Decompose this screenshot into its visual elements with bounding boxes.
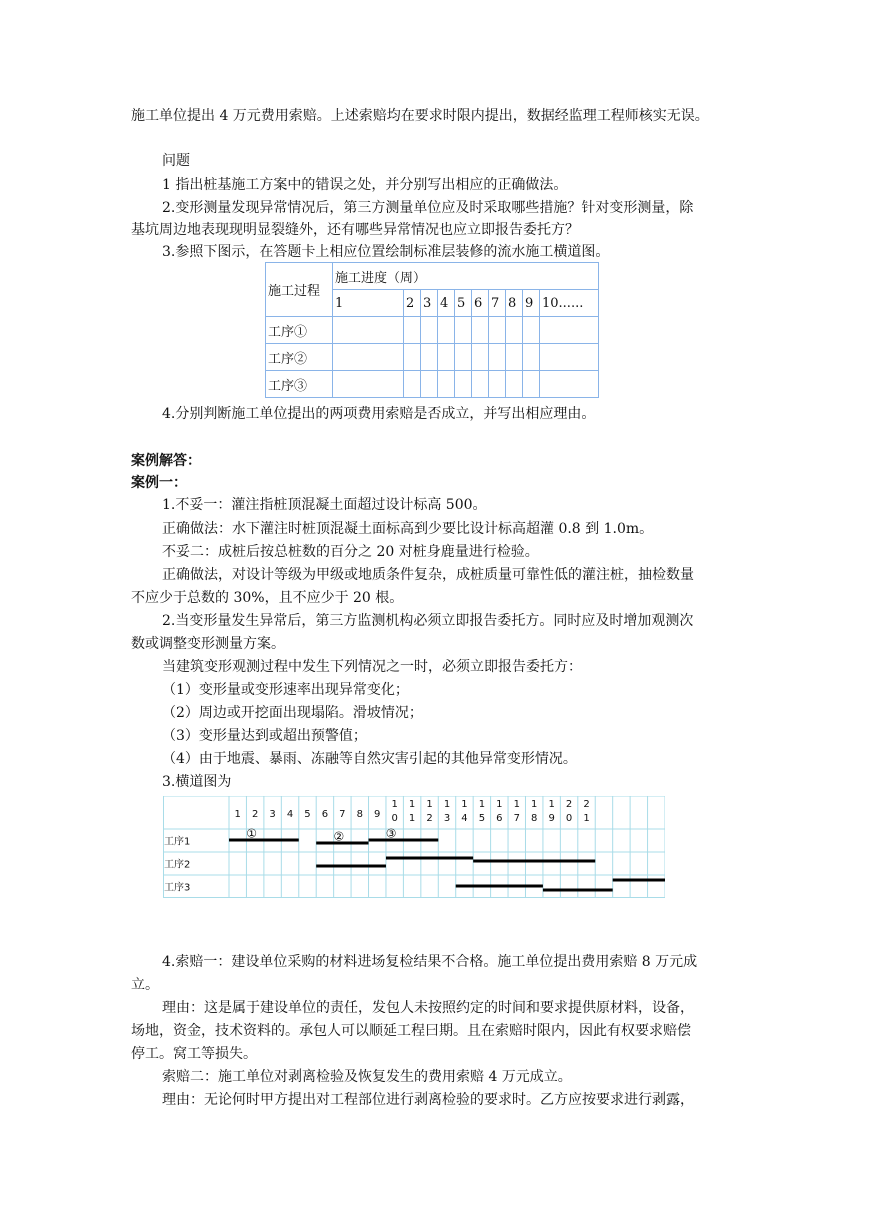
gantt-bar: [613, 879, 665, 882]
row-label: 工序①: [266, 317, 333, 344]
schedule-table: [265, 262, 599, 398]
text-line: 理由：这是属于建设单位的责任，发包人未按照约定的时间和要求提供原材料，设备，: [162, 1000, 694, 1016]
text-line: 正确做法：水下灌注时桩顶混凝土面标高到少要比设计标高超灌 0.8 到 1.0m。: [162, 521, 654, 537]
week-cell: 2: [404, 290, 421, 317]
gantt-bar: [316, 865, 386, 868]
row-label: 工序③: [266, 371, 333, 398]
gantt-bar: [456, 885, 543, 888]
text-line: 当建筑变形观测过程中发生下列情况之一时，必须立即报告委托方：: [162, 659, 582, 675]
week-cell: 8: [506, 290, 523, 317]
week-cell: 6: [472, 290, 489, 317]
x-tick-label: 2 1: [583, 799, 590, 824]
week-cell: 3: [421, 290, 438, 317]
text-line: 问题: [162, 153, 190, 169]
row-label: 工序②: [266, 344, 333, 371]
text-line: 索赔二：施工单位对剥离检验及恢复发生的费用索赔 4 万元成立。: [162, 1069, 572, 1085]
text-line: 理由：无论何时甲方提出对工程部位进行剥离检验的要求时。乙方应按要求进行剥露，: [162, 1092, 694, 1108]
text-line: 4.分别判断施工单位提出的两项费用索赔是否成立，并写出相应理由。: [162, 406, 596, 422]
text-line: 1.不妥一：灌注指桩顶混凝土面超过设计标高 500。: [162, 497, 487, 513]
x-tick-label: 1 8: [531, 799, 538, 824]
text-line: 基坑周边地表现现明显裂缝外，还有哪些异常情况也应立即报告委托方？: [131, 222, 579, 238]
x-tick-label: 4: [286, 809, 294, 820]
x-tick-label: 1 5: [478, 799, 486, 824]
gantt-chart: [163, 796, 665, 898]
gantt-bar: [369, 839, 439, 842]
x-tick-label: 2: [251, 809, 259, 820]
x-tick-label: 1 6: [496, 799, 503, 824]
text-line: （3）变形量达到或超出预警值；: [162, 728, 367, 744]
week-cell: 1: [333, 290, 404, 317]
x-tick-label: 5: [304, 809, 311, 820]
x-tick-label: 1 4: [461, 799, 468, 824]
text-line: 停工。窝工等损失。: [131, 1046, 257, 1062]
process-header: 施工过程: [266, 263, 333, 317]
progress-header: 施工进度（周）: [333, 263, 599, 290]
segment-label: ①: [246, 826, 258, 841]
x-tick-label: 1 9: [548, 799, 555, 824]
text-line: 正确做法，对设计等级为甲级或地质条件复杂，成桩质量可靠性低的灌注桩，抽检数量: [162, 567, 694, 583]
row-label: 工序3: [164, 882, 191, 894]
x-tick-label: 1 0: [391, 799, 398, 824]
x-tick-label: 3: [269, 809, 276, 820]
x-tick-label: 1 7: [513, 799, 520, 824]
text-line: 不妥二：成桩后按总桩数的百分之 20 对桩身鹿量进行检验。: [162, 544, 539, 560]
segment-label: ②: [333, 829, 345, 844]
text-line: 不应少于总数的 30%，且不应少于 20 根。: [131, 590, 404, 606]
x-tick-label: 1 2: [426, 799, 433, 824]
x-tick-label: 1: [234, 809, 241, 820]
week-cell: 10......: [540, 290, 599, 317]
row-label: 工序1: [164, 836, 191, 848]
x-tick-label: 9: [374, 809, 381, 820]
text-line: 3.参照下图示，在答题卡上相应位置绘制标准层装修的流水施工横道图。: [162, 244, 610, 260]
week-cell: 7: [489, 290, 506, 317]
text-line: 2.当变形量发生异常后，第三方监测机构必须立即报告委托方。同时应及时增加观测次: [162, 613, 694, 629]
x-tick-label: 1 3: [443, 799, 451, 824]
x-tick-label: 7: [339, 809, 346, 820]
x-tick-label: 8: [356, 809, 363, 820]
text-line: （4）由于地震、暴雨、冻融等自然灾害引起的其他异常变形情况。: [162, 751, 577, 767]
week-cell: 5: [455, 290, 472, 317]
text-line: 施工单位提出 4 万元费用索赔。上述索赔均在要求时限内提出，数据经监理工程师核实无误。: [131, 108, 709, 124]
text-line: 立。: [131, 977, 159, 993]
week-cell: 9: [523, 290, 540, 317]
x-tick-label: 6: [321, 809, 329, 820]
row-label: 工序2: [164, 859, 191, 871]
text-line: （1）变形量或变形速率出现异常变化；: [162, 682, 409, 698]
gantt-bar: [473, 860, 595, 863]
text-line: 2.变形测量发现异常情况后，第三方测量单位应及时采取哪些措施？针对变形测量，除: [162, 200, 694, 216]
text-line: （2）周边或开挖面出现塌陷。滑坡情况；: [162, 705, 423, 721]
section-heading: 案例解答：: [131, 453, 201, 469]
week-cell: 4: [438, 290, 455, 317]
x-tick-label: 2 0: [565, 799, 573, 824]
text-line: 1 指出桩基施工方案中的错误之处，并分别写出相应的正确做法。: [162, 177, 568, 193]
gantt-bar: [386, 857, 473, 860]
segment-label: ③: [385, 826, 397, 841]
text-line: 4.索赔一：建设单位采购的材料进场复检结果不合格。施工单位提出费用索赔 8 万元成: [162, 954, 698, 970]
text-line: 数或调整变形测量方案。: [131, 636, 285, 652]
text-line: 3.横道图为: [162, 774, 232, 790]
gantt-bar: [229, 839, 299, 842]
text-line: 场地，资金，技术资料的。承包人可以顺延工程曰期。且在索赔时限内，因此有权要求赔偿: [131, 1023, 691, 1039]
section-heading: 案例一：: [131, 475, 187, 491]
gantt-bar: [543, 889, 613, 892]
x-tick-label: 1 1: [408, 799, 416, 824]
